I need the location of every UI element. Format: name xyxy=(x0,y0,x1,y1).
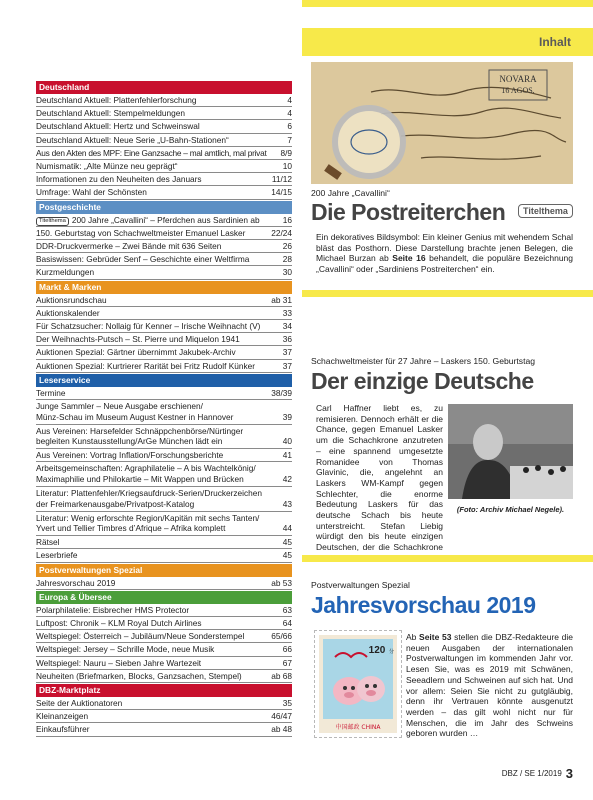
toc-row-title xyxy=(36,449,283,461)
toc-row[interactable] xyxy=(36,266,292,279)
toc-row[interactable] xyxy=(36,657,292,670)
toc-row-title xyxy=(36,549,283,561)
pig-stamp-image xyxy=(314,630,402,738)
toc-row-title xyxy=(36,147,280,159)
toc-row-title xyxy=(36,120,287,132)
article-body: Carl Haffner liebt es, zu remisieren. Dennoch erhält er die Chance, gegen Emanuel Lasker um die Schachkrone anzutreten – eine spannend umgesetzte Romanidee von Thomas Glavinic, die, angelehnt an Laskers WM-Kampf gegen Schlechter, die enorme Bedeutung Laskers für das deutsche Schach bis heute unterstreicht. Stefan Liebig würdigt den bis heute einzigen Deutschen, der die Schachkrone xyxy=(316,403,443,553)
article-headline: Der einzige Deutsche xyxy=(311,368,534,394)
toc-row-page: 45 xyxy=(282,550,292,561)
toc-row-page: 66 xyxy=(282,644,292,655)
toc-row-text: DDR-Druckvermerke – Zwei Bände mit 636 Seiten xyxy=(36,241,222,252)
toc-row-page: 22/24 xyxy=(271,227,292,238)
svg-text:NOVARA: NOVARA xyxy=(499,74,537,84)
toc-row[interactable] xyxy=(36,214,292,227)
toc-row-page: 4 xyxy=(287,95,292,105)
toc-row[interactable] xyxy=(36,549,292,562)
toc-row[interactable] xyxy=(36,577,292,590)
toc-row-title xyxy=(36,657,283,669)
toc-row-text: Aus den Akten des MPF: Eine Ganzsache – mal amtlich, mal privat xyxy=(36,147,267,158)
toc-row-text: Für Schatzsucher: Nollaig für Kenner – Irische Weihnacht (V) xyxy=(36,321,261,332)
toc-row-page: 6 xyxy=(287,121,292,132)
article-body: Ab Seite 53 stellen die DBZ-Redakteure die neuen Ausgaben der internationalen Postverwaltungen im kommenden Jahr vor. Lesen Sie, was es 2019 mit Schwänen, Seeadlern und Schweinen auf sich hat. Und vor allem: Seien Sie nicht zu gutgläubig, denn ihr Vertrauen könnte ausgenutzt werden – das gilt wohl nicht nur für Menschen, die im Jahr des Schweins geboren wurden … xyxy=(406,632,573,739)
toc-row-page: 8/9 xyxy=(280,147,292,158)
toc-row-title xyxy=(36,630,271,642)
toc-row-text: Luftpost: Chronik – KLM Royal Dutch Airlines xyxy=(36,618,202,629)
toc-row-page: 42 xyxy=(282,474,292,485)
toc-row-page: 10 xyxy=(282,161,292,172)
toc-row-page: 33 xyxy=(282,307,292,318)
toc-row-text: Der Weihnachts-Putsch – St. Pierre und Miquelon 1941 xyxy=(36,334,240,345)
toc-row-text: Literatur: Plattenfehler/Kriegsaufdruck-Serien/Druckerzeichen der Freimarkenausgabe/Privatpost-Katalog xyxy=(36,488,262,509)
toc-row[interactable] xyxy=(36,320,292,333)
toc-row-text: 150. Geburtstag von Schachweltmeister Emanuel Lasker xyxy=(36,227,246,238)
titelthema-badge: Titelthema xyxy=(518,204,573,218)
toc-row-page: 44 xyxy=(282,523,292,534)
issue-label: DBZ / SE 1/2019 xyxy=(501,769,562,778)
toc-row-page: 63 xyxy=(282,604,292,615)
toc-row-title xyxy=(36,360,283,372)
toc-row-title xyxy=(36,488,283,510)
toc-row[interactable] xyxy=(36,173,292,186)
toc-row[interactable] xyxy=(36,697,292,710)
photo-credit: (Foto: Archiv Michael Negele). xyxy=(456,505,565,514)
toc-row-page: 37 xyxy=(282,347,292,358)
toc-row-text: Jahresvorschau 2019 xyxy=(36,577,116,588)
stamp-illustration xyxy=(315,631,401,737)
toc-row[interactable] xyxy=(36,387,292,400)
toc-row-text: Kurzmeldungen xyxy=(36,267,95,278)
toc-row-title xyxy=(36,536,283,548)
toc-row-text: 200 Jahre „Cavallini“ – Pferdchen aus Sardinien ab xyxy=(71,214,260,225)
toc-row-title xyxy=(36,107,287,119)
toc-row[interactable] xyxy=(36,462,292,487)
toc-row[interactable] xyxy=(36,253,292,266)
toc-row-title xyxy=(36,294,271,306)
toc-row-title xyxy=(36,307,283,319)
toc-row[interactable] xyxy=(36,360,292,373)
toc-row-page: 28 xyxy=(282,254,292,265)
toc-row-text: Weltspiegel: Nauru – Sieben Jahre Wartezeit xyxy=(36,657,202,668)
toc-row[interactable] xyxy=(36,710,292,723)
toc-row-text: Kleinanzeigen xyxy=(36,711,89,722)
toc-row-text: Numismatik: „Alte Münze neu geprägt“ xyxy=(36,161,178,172)
toc-row[interactable] xyxy=(36,723,292,736)
toc-row-title xyxy=(36,463,283,485)
toc-row-text: Aus Vereinen: Harsefelder Schnäppchenbörse/Nürtinger begleiten Kunstausstellung/ArGe München lädt ein xyxy=(36,425,244,447)
toc-row-title xyxy=(36,513,283,535)
toc-row-page: 40 xyxy=(282,436,292,447)
toc-row-title xyxy=(36,577,271,589)
toc-row[interactable] xyxy=(36,240,292,253)
toc-row-text: Arbeitsgemeinschaften: Agraphilatelie – A bis Wachtelkönig/ Maximaphilie und Philokartie – Mit Wappen und Brücken xyxy=(36,463,256,485)
toc-row-text: Leserbriefe xyxy=(36,550,78,561)
titelthema-tag: Titelthema xyxy=(36,217,69,226)
toc-section-header: DBZ-Marktplatz xyxy=(36,684,292,697)
toc-row-title xyxy=(36,670,271,682)
article-body: Ein dekoratives Bildsymbol: Ein kleiner Genius mit wehendem Schal bläst das Posthorn. Diese Darstellung brachte jenen Belegen, die Michael Burzan ab Seite 16 behandelt, die populäre Bezeichnung „Cavallini“ oder „Sardiniens Postreiterchen“ ein. xyxy=(316,232,573,275)
toc-row-text: Auktionen Spezial: Gärtner übernimmt Jakubek-Archiv xyxy=(36,347,236,358)
toc-row-title xyxy=(36,710,271,722)
toc-row-text: Deutschland Aktuell: Stempelmeldungen xyxy=(36,108,185,119)
toc-row-page: 7 xyxy=(287,134,292,145)
toc-row-page: 34 xyxy=(282,321,292,332)
toc-row[interactable] xyxy=(36,294,292,307)
toc-row-text: Literatur: Wenig erforschte Region/Kapitän mit sechs Tanten/ Yvert und Tellier Timbres d’Afrique – Afrika komplett xyxy=(36,512,260,534)
toc-row[interactable] xyxy=(36,134,292,147)
section-label-box xyxy=(302,28,593,56)
toc-row-text: Einkaufsführer xyxy=(36,724,90,735)
svg-text:16 AGOS.: 16 AGOS. xyxy=(501,86,535,95)
toc-row[interactable] xyxy=(36,449,292,462)
toc-row-page: 38/39 xyxy=(271,387,292,398)
toc-row-page: ab 68 xyxy=(271,670,292,681)
toc-row[interactable] xyxy=(36,333,292,346)
toc-row-text: Junge Sammler – Neue Ausgabe erschienen/ Münz-Schau im Museum August Kestner in Hannover xyxy=(36,401,234,422)
toc-row-text: Weltspiegel: Jersey – Schrille Mode, neue Musik xyxy=(36,644,215,655)
article-caption: Postverwaltungen Spezial xyxy=(311,580,410,590)
toc-row-text: Neuheiten (Briefmarken, Blocks, Ganzsachen, Stempel) xyxy=(36,670,242,681)
toc-row[interactable] xyxy=(36,617,292,630)
toc-row-title xyxy=(36,617,283,629)
toc-row-text: Termine xyxy=(36,387,66,398)
toc-section-header: Leserservice xyxy=(36,374,292,387)
toc-row-title xyxy=(36,227,271,239)
toc-row-page: 41 xyxy=(282,450,292,461)
toc-row-page: 30 xyxy=(282,267,292,278)
toc-row-page: 26 xyxy=(282,241,292,252)
toc-section-header: Deutschland xyxy=(36,81,292,94)
toc-row[interactable] xyxy=(36,400,292,425)
toc-row-title xyxy=(36,214,283,226)
toc-row-title xyxy=(36,426,283,448)
toc-row-title xyxy=(36,604,283,616)
toc-row-title xyxy=(36,346,283,358)
article-caption: 200 Jahre „Cavallini“ xyxy=(311,188,390,198)
page-number: 3 xyxy=(565,766,573,781)
toc-row-title xyxy=(36,94,287,106)
toc-row-text: Informationen zu den Neuheiten des Januars xyxy=(36,174,202,185)
toc-row-title xyxy=(36,723,271,735)
toc-row-page: 64 xyxy=(282,618,292,629)
toc-row-page: 65/66 xyxy=(271,631,292,642)
toc-row-page: 16 xyxy=(282,214,292,225)
toc-row[interactable] xyxy=(36,425,292,450)
toc-row[interactable] xyxy=(36,346,292,359)
toc-section-header: Europa & Übersee xyxy=(36,591,292,604)
toc-row[interactable] xyxy=(36,604,292,617)
toc-row[interactable] xyxy=(36,186,292,199)
toc-row-title xyxy=(36,387,271,399)
svg-text:中国邮政 CHINA: 中国邮政 CHINA xyxy=(335,724,381,731)
toc-row[interactable] xyxy=(36,643,292,656)
divider-bar xyxy=(302,555,593,562)
toc-row[interactable] xyxy=(36,630,292,643)
toc-row-title xyxy=(36,160,283,172)
section-label: Inhalt xyxy=(539,35,571,49)
toc-section-header: Postgeschichte xyxy=(36,201,292,214)
toc-section-header: Postverwaltungen Spezial xyxy=(36,564,292,577)
toc-row-title xyxy=(36,253,283,265)
divider-bar xyxy=(302,290,593,297)
toc-row-text: Basiswissen: Gebrüder Senf – Geschichte einer Weltfirma xyxy=(36,254,250,265)
toc-row[interactable] xyxy=(36,487,292,512)
toc-row-text: Aus Vereinen: Vortrag Inflation/Forschungsberichte xyxy=(36,450,224,461)
toc-row-page: ab 53 xyxy=(271,577,292,588)
toc-row-text: Seite der Auktionatoren xyxy=(36,698,123,709)
toc-row-title xyxy=(36,643,283,655)
toc-row-text: Polarphilatelie: Eisbrecher HMS Protector xyxy=(36,604,190,615)
toc-row-title xyxy=(36,401,283,423)
toc-row[interactable] xyxy=(36,670,292,683)
toc-row-text: Rätsel xyxy=(36,537,60,548)
toc-row[interactable] xyxy=(36,536,292,549)
toc-row-title xyxy=(36,173,272,185)
svg-text:分: 分 xyxy=(389,649,395,655)
toc-row-title xyxy=(36,186,271,198)
toc-row[interactable] xyxy=(36,107,292,120)
toc-row-page: 37 xyxy=(282,360,292,371)
page-footer xyxy=(502,766,573,781)
toc-row-page: 14/15 xyxy=(271,187,292,198)
toc-row-text: Auktionen Spezial: Kurtrierer Rarität bei Fritz Rudolf Künker xyxy=(36,360,256,371)
article-headline: Die Postreiterchen xyxy=(311,199,506,225)
toc-row[interactable] xyxy=(36,512,292,537)
toc-row-title xyxy=(36,240,283,252)
toc-row[interactable] xyxy=(36,120,292,133)
chess-player-illustration xyxy=(448,404,573,499)
toc-row-page: 43 xyxy=(282,498,292,509)
article-headline: Jahresvorschau 2019 xyxy=(311,592,536,618)
letter-illustration xyxy=(311,62,573,184)
toc-row-text: Auktionsrundschau xyxy=(36,294,107,305)
toc-row-page: 46/47 xyxy=(271,711,292,722)
toc-row-text: Deutschland Aktuell: Plattenfehlerforschung xyxy=(36,95,197,105)
toc-row-text: Weltspiegel: Österreich – Jubiläum/Neue Sonderstempel xyxy=(36,631,245,642)
toc-row-text: Deutschland Aktuell: Hertz und Schweinswal xyxy=(36,121,200,132)
toc-row-page: 39 xyxy=(282,411,292,422)
toc-row-page: 11/12 xyxy=(271,174,292,185)
toc-row-page: ab 48 xyxy=(271,724,292,735)
toc-row-text: Deutschland Aktuell: Neue Serie „U-Bahn-Stationen“ xyxy=(36,134,229,145)
toc-row-page: 4 xyxy=(287,108,292,119)
toc-row[interactable] xyxy=(36,160,292,173)
article-caption: Schachweltmeister für 27 Jahre – Laskers 150. Geburtstag xyxy=(311,356,536,366)
toc-row-title xyxy=(36,266,283,278)
lasker-photo xyxy=(448,404,573,499)
toc-row-page: ab 31 xyxy=(271,294,292,305)
toc-row[interactable] xyxy=(36,307,292,320)
toc-row-title xyxy=(36,320,283,332)
toc-row-text: Umfrage: Wahl der Schönsten xyxy=(36,187,147,198)
toc-row-title xyxy=(36,333,283,345)
svg-text:120: 120 xyxy=(368,645,386,656)
toc-row-text: Auktionskalender xyxy=(36,307,100,318)
toc-row-title xyxy=(36,697,283,709)
toc-row-page: 35 xyxy=(282,698,292,709)
toc-section-header: Markt & Marken xyxy=(36,281,292,294)
toc-row-page: 45 xyxy=(282,537,292,548)
toc-row-title xyxy=(36,134,287,146)
toc-row[interactable] xyxy=(36,94,292,107)
toc-row[interactable] xyxy=(36,227,292,240)
header-yellow-bar xyxy=(302,0,593,7)
table-of-contents xyxy=(36,80,292,737)
toc-row-page: 67 xyxy=(282,657,292,668)
toc-row-page: 36 xyxy=(282,334,292,345)
letter-magnifier-image xyxy=(311,62,573,184)
toc-row[interactable] xyxy=(36,147,292,160)
